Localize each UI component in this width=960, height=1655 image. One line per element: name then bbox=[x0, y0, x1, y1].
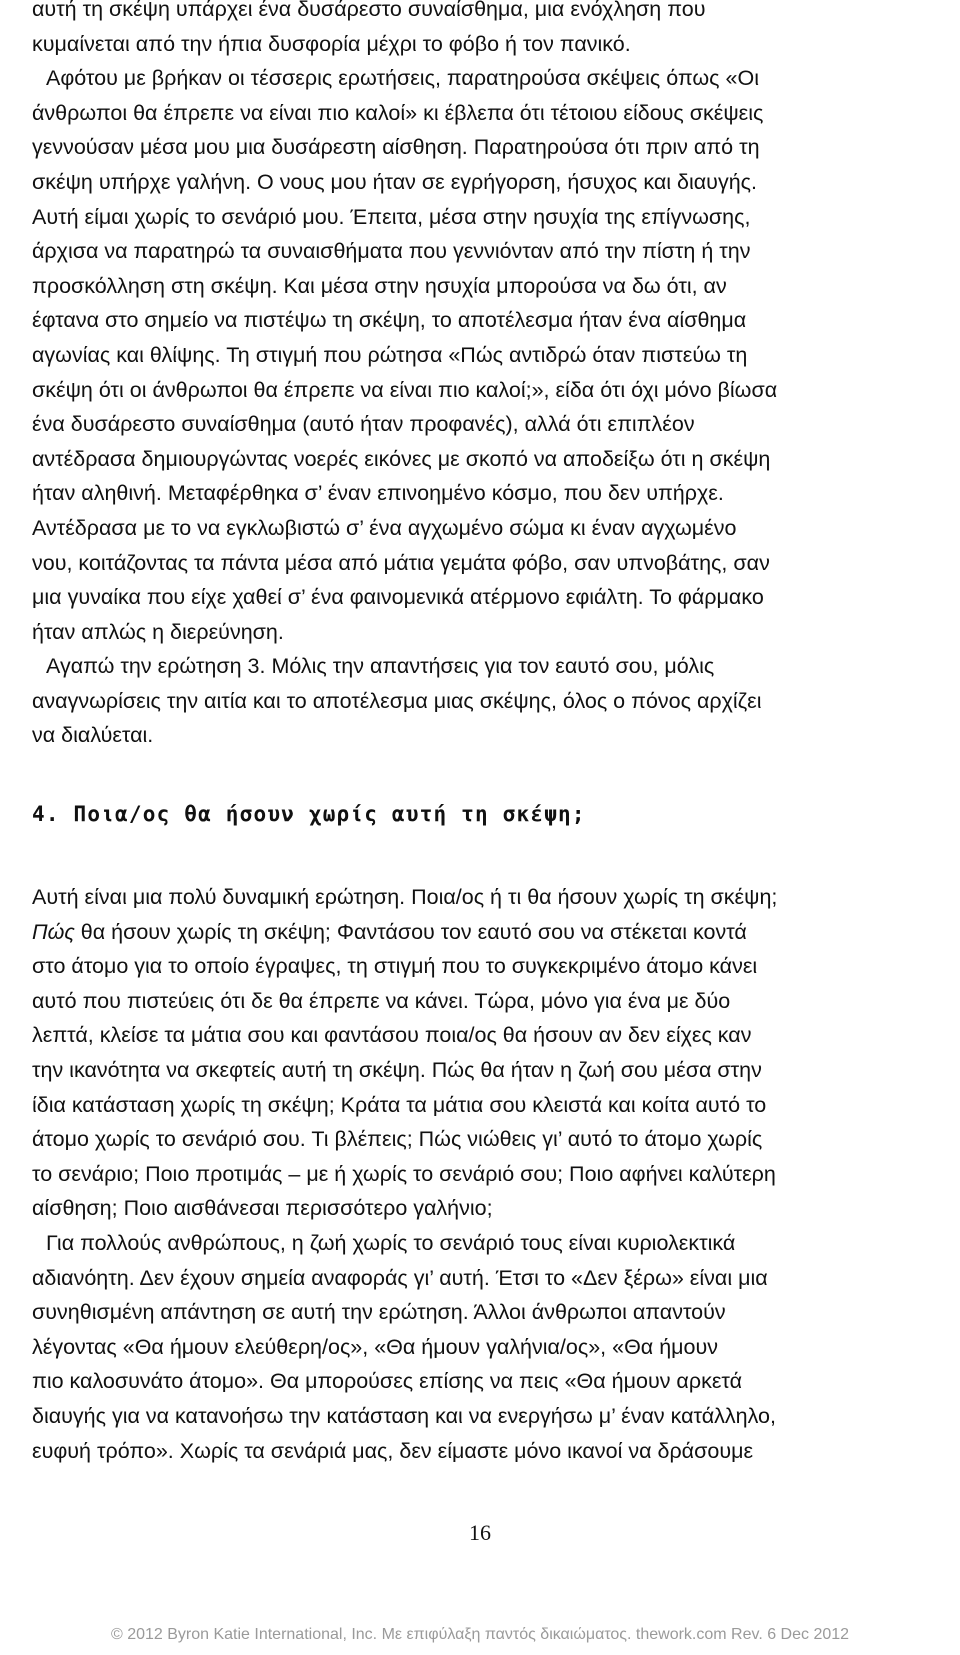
text-line: Για πολλούς ανθρώπους, η ζωή χωρίς το σενάριό τους είναι κυριολεκτικά bbox=[46, 1230, 736, 1255]
text-line: κυμαίνεται από την ήπια δυσφορία μέχρι το φόβο ή τον πανικό. bbox=[32, 31, 631, 56]
text-line-rest: θα ήσουν χωρίς τη σκέψη; Φαντάσου τον εαυτό σου να στέκεται κοντά bbox=[74, 919, 747, 944]
text-line: αίσθηση; Ποιο αισθάνεσαι περισσότερο γαλήνιο; bbox=[32, 1196, 493, 1221]
text-line: αντέδρασα δημιουργώντας νοερές εικόνες με σκοπό να αποδείξω ότι η σκέψη bbox=[32, 446, 771, 471]
text-line: Αυτή είμαι χωρίς το σενάριό μου. Έπειτα, μέσα στην ησυχία της επίγνωσης, bbox=[32, 204, 751, 229]
text-line: αυτή τη σκέψη υπάρχει ένα δυσάρεστο συναίσθημα, μια ενόχληση που bbox=[32, 0, 706, 21]
page-number: 16 bbox=[469, 1520, 491, 1545]
text-line: σκέψη ότι οι άνθρωποι θα έπρεπε να είναι πιο καλοί;», είδα ότι όχι μόνο βίωσα bbox=[32, 377, 778, 402]
text-line: ήταν απλώς η διερεύνηση. bbox=[32, 619, 284, 644]
copyright-footer: © 2012 Byron Katie International, Inc. Με επιφύλαξη παντός δικαιώματος. thework.com Rev. 6 Dec 2012 bbox=[110, 1626, 850, 1643]
section-heading: 4. Ποια/ος θα ήσουν χωρίς αυτή τη σκέψη; bbox=[32, 802, 586, 826]
text-line: αυτό που πιστεύεις ότι δε θα έπρεπε να κάνει. Τώρα, μόνο για ένα με δύο bbox=[32, 988, 731, 1013]
text-line: Αυτή είναι μια πολύ δυναμική ερώτηση. Ποια/ος ή τι θα ήσουν χωρίς τη σκέψη; bbox=[32, 885, 778, 909]
text-line: σκέψη υπήρχε γαλήνη. Ο νους μου ήταν σε εγρήγορση, ήσυχος και διαυγής. bbox=[32, 169, 757, 194]
text-line: ένα δυσάρεστο συναίσθημα (αυτό ήταν προφανές), αλλά ότι επιπλέον bbox=[32, 412, 695, 437]
text-line: άτομο χωρίς το σενάριό σου. Τι βλέπεις; Πώς νιώθεις γι’ αυτό το άτομο χωρίς bbox=[32, 1127, 763, 1152]
text-line: Αφότου με βρήκαν οι τέσσερις ερωτήσεις, παρατηρούσα σκέψεις όπως «Οι bbox=[46, 66, 759, 91]
text-line: αδιανόητη. Δεν έχουν σημεία αναφοράς γι’ αυτή. Έτσι το «Δεν ξέρω» είναι μια bbox=[32, 1265, 768, 1290]
text-line: προσκόλληση στη σκέψη. Και μέσα στην ησυχία μπορούσα να δω ότι, αν bbox=[32, 273, 727, 298]
text-line: στο άτομο για το οποίο έγραψες, τη στιγμή που το συγκεκριμένο άτομο κάνει bbox=[32, 954, 758, 979]
text-line: άρχισα να παρατηρώ τα συναισθήματα που γεννιόνταν από την πίστη ή την bbox=[32, 239, 751, 264]
text-line: να διαλύεται. bbox=[32, 723, 154, 748]
text-line: Αγαπώ την ερώτηση 3. Μόλις την απαντήσεις για τον εαυτό σου, μόλις bbox=[46, 654, 715, 679]
text-line: αγωνίας και θλίψης. Τη στιγμή που ρώτησα «Πώς αντιδρώ όταν πιστεύω τη bbox=[32, 342, 748, 367]
text-line bbox=[32, 915, 922, 950]
body-text-top bbox=[32, 0, 922, 753]
text-line: συνηθισμένη απάντηση σε αυτή την ερώτηση. Άλλοι άνθρωποι απαντούν bbox=[32, 1300, 726, 1325]
text-line: την ικανότητα να σκεφτείς αυτή τη σκέψη. Πώς θα ήταν η ζωή σου μέσα στην bbox=[32, 1057, 762, 1082]
italic-word: Πώς bbox=[32, 919, 75, 944]
body-text-bottom bbox=[32, 880, 922, 1468]
text-line: το σενάριο; Ποιο προτιμάς – με ή χωρίς το σενάριό σου; Ποιο αφήνει καλύτερη bbox=[32, 1161, 776, 1186]
text-line: γεννούσαν μέσα μου μια δυσάρεστη αίσθηση. Παρατηρούσα ότι πριν από τη bbox=[32, 135, 760, 160]
text-line: άνθρωποι θα έπρεπε να είναι πιο καλοί» κι έβλεπα ότι τέτοιου είδους σκέψεις bbox=[32, 100, 764, 125]
text-line: ίδια κατάσταση χωρίς τη σκέψη; Κράτα τα μάτια σου κλειστά και κοίτα αυτό το bbox=[32, 1092, 767, 1117]
text-line: αναγνωρίσεις την αιτία και το αποτέλεσμα μιας σκέψης, όλος ο πόνος αρχίζει bbox=[32, 688, 762, 713]
text-line: έφτανα στο σημείο να πιστέψω τη σκέψη, το αποτέλεσμα ήταν ένα αίσθημα bbox=[32, 308, 747, 333]
text-line: πιο καλοσυνάτο άτομο». Θα μπορούσες επίσης να πεις «Θα ήμουν αρκετά bbox=[32, 1369, 743, 1394]
text-line: μια γυναίκα που είχε χαθεί σ’ ένα φαινομενικά ατέρμονο εφιάλτη. Το φάρμακο bbox=[32, 585, 764, 610]
text-line: ήταν αληθινή. Μεταφέρθηκα σ’ έναν επινοημένο κόσμο, που δεν υπήρχε. bbox=[32, 481, 724, 506]
text-line: ευφυή τρόπο». Χωρίς τα σενάριά μας, δεν είμαστε μόνο ικανοί να δράσουμε bbox=[32, 1438, 754, 1463]
text-line: διαυγής για να κατανοήσω την κατάσταση και να ενεργήσω μ’ έναν κατάλληλο, bbox=[32, 1403, 776, 1428]
text-line: λεπτά, κλείσε τα μάτια σου και φαντάσου ποια/ος θα ήσουν αν δεν είχες καν bbox=[32, 1023, 752, 1048]
text-line: νου, κοιτάζοντας τα πάντα μέσα από μάτια γεμάτα φόβο, σαν υπνοβάτης, σαν bbox=[32, 550, 770, 575]
text-line: λέγοντας «Θα ήμουν ελεύθερη/ος», «Θα ήμουν γαλήνια/ος», «Θα ήμουν bbox=[32, 1334, 719, 1359]
text-line: Αντέδρασα με το να εγκλωβιστώ σ’ ένα αγχωμένο σώμα κι έναν αγχωμένο bbox=[32, 515, 737, 540]
